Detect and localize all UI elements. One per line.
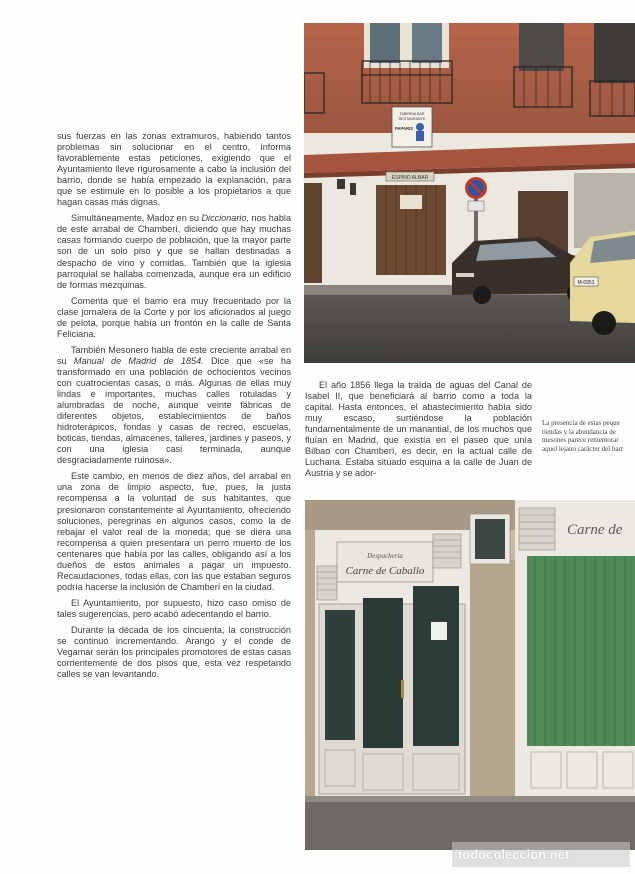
photo-caption: La presencia de estas peque tiendas y la abundancia de mesones parece rememorar aquel lejano carácter del barr: [542, 419, 624, 453]
left-column-text: [57, 131, 291, 685]
paragraph-2: Simultáneamente, Madoz en su Diccionario, nos habla de este arrabal de Chamberí, diciendo que hay muchas casas formando cuerpo de población, que la mayor parte son de un solo piso y que se hallan destinadas a despacho de vino y comidas. También que la iglesia parroquial se hallaba comenzada, aunque era un edificio de formas mezquinas.: [57, 213, 291, 290]
sign-figure-icon: [416, 123, 424, 131]
shop-sign-prefix: Despachería: [367, 552, 403, 560]
photo-tavern-corner: [304, 23, 635, 363]
tavern-sign-line3: PAPARIS: [395, 126, 413, 131]
shop-sign-right: Carne de: [567, 522, 623, 538]
butcher-photo-illustration: [305, 500, 635, 850]
green-shutter: [527, 556, 635, 746]
paragraph-7: Durante la década de los cincuenta, la construcción se continuó incrementando. Arango y el conde de Vegamar serán los principales promotores de estas casas corrientemente de dos pisos que, esta vez respetando calles se van levantando.: [57, 624, 291, 680]
tavern-sign-line1: TABERNA BAR: [399, 112, 425, 116]
tavern-sign-line2: RESTAURANTE: [398, 117, 426, 121]
license-plate: M-0953: [577, 280, 595, 286]
paragraph-4: También Mesonero habla de este creciente arrabal en su Manual de Madrid de 1854. Dice que «se ha transformado en una población de ochocientos vecinos con cuatrocientas casas, o más. Algunas de ellas muy lindas e importantes, muchas calles rotuladas y alumbradas de noche, aunque veinte fábricas de diferentes objetos, establecimientos de baños hidroterápicos, fondas y casas de recreo, escuelas, boticas, tiendas, almacenes, talleres, jardines y paseos, y con una iglesia casi terminada, aunque desgraciadamente ruinosa».: [57, 344, 291, 466]
door-handle-icon: [401, 680, 404, 698]
entrance-sign: ESPINO ALBAR: [391, 175, 429, 181]
paragraph-3: Comenta que el barrio era muy frecuentado por la clase jornalera de la Corte y por los aficionados al juego de pelota, porque había un frontón en la calle de Santa Feliciana.: [57, 295, 291, 339]
shop-door-glass: [363, 598, 403, 748]
photo-butcher-shop: [305, 500, 635, 850]
paragraph-5: Este cambio, en menos de diez años, del arrabal en una zona de limpio aspecto, fue, pues, la justa recompensa a la voluntad de sus habitantes, que presionaron constantemente al Ayuntamiento, ofreciendo soluciones, peregrinas en algunos casos, como la de rebajar el valor real de la moneda; que se diera una recompensa a quien presentara un perro muerto de los centenares que había por las calles, obligando así a los dueños de estos animales a pagar un impuesto. Recaudaciones, todas ellas, con las que estaban seguros podría hacerse la inclusión de Chamberí en la ciudad.: [57, 471, 291, 592]
street-lamp-icon: [337, 179, 345, 189]
middle-column-text: El año 1856 llega la traída de aguas del Canal de Isabel II, que beneficiará al barrio como a toda la capital. Hasta entonces, el abastecimiento había sido muy escaso, surtiéndose la población fundamentalmente de un manantial, de los muchos que fluían en Madrid, que existía en el paseo que unía Bilbao con Chamberí, es decir, en la actual calle de Luchana. Estaba situado esquina a la calle de Juan de Austria y se ador-: [305, 380, 532, 479]
watermark-text: todocoleccion.net: [458, 847, 570, 862]
vent-grille-left: [317, 566, 337, 600]
paragraph-6: El Ayuntamiento, por supuesto, hizo caso omiso de tales sugerencias, pero acabó adecentando el barrio.: [57, 597, 291, 619]
paragraph-1: sus fuerzas en las zonas extramuros, habiendo tantos problemas sin solucionar en el centro, informa favorablemente estas peticiones, exigiendo que el Ayuntamiento lleve rigurosamente a cabo la inclusión del barrio, donde se había empezado la explanación, para que se estimule en lo posible a los propietarios a que hagan casas más dignas.: [57, 131, 291, 208]
watermark-banner: [452, 842, 630, 867]
vent-grille-center: [433, 534, 461, 568]
tavern-photo-illustration: [304, 23, 635, 363]
shop-sign-main: Carne de Caballo: [345, 565, 425, 577]
